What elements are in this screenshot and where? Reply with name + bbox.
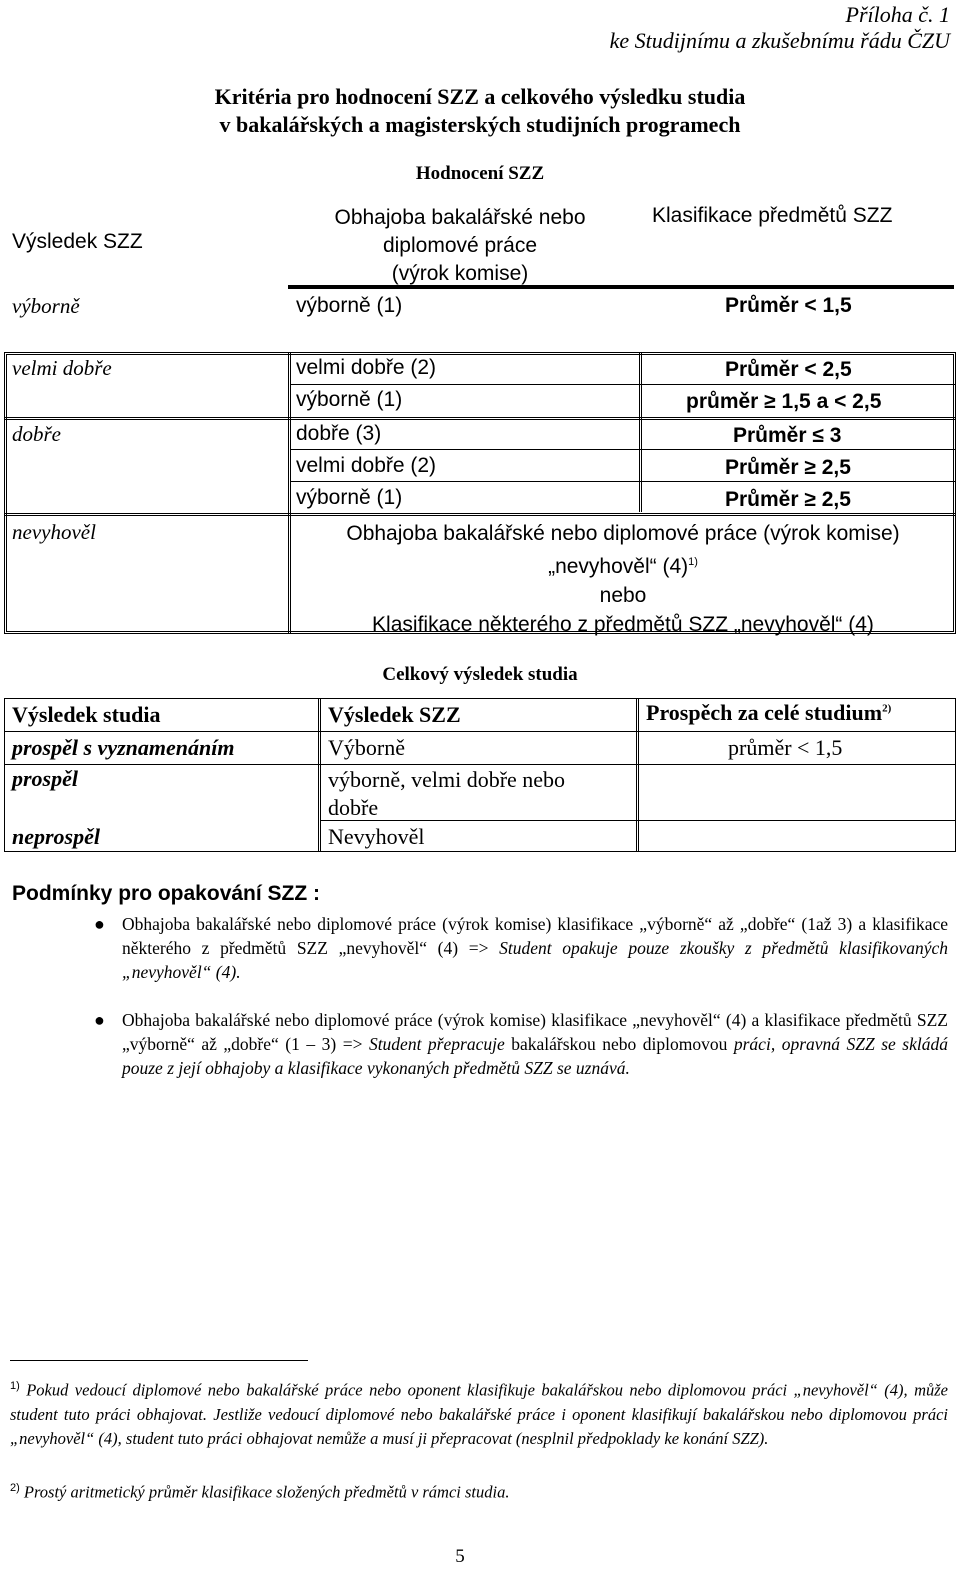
- szz-table-caption: Hodnocení SZZ: [415, 163, 545, 184]
- col-header-defense-line2: diplomové práce: [382, 234, 538, 257]
- study-row-szz: Nevyhověl: [328, 824, 425, 849]
- page-title: Kritéria pro hodnocení SZZ a celkového výsledku studia: [214, 84, 746, 109]
- row-divider: [290, 384, 956, 385]
- page-subtitle: v bakalářských a magisterských studijních programech: [219, 112, 741, 137]
- col-header-study: Výsledek studia: [12, 702, 161, 727]
- row-result-very-good: velmi dobře: [12, 356, 112, 380]
- row-defense: výborně (1): [296, 486, 403, 509]
- row-subjects: průměr ≥ 1,5 a < 2,5: [686, 390, 882, 413]
- col-header-subjects: Klasifikace předmětů SZZ: [652, 204, 893, 227]
- footnote-2: $^{2)}$ Prostý aritmetický průměr klasifikace složených předmětů v rámci studia.: [10, 1482, 510, 1502]
- fail-condition-line4: Klasifikace některého z předmětů SZZ „nevyhověl“ (4): [372, 613, 874, 636]
- condition-item: ● Obhajoba bakalářské nebo diplomové práce (výrok komise) klasifikace „výborně“ až „dobře“ (1až 3) a klasifikace některého z předmětů SZZ „nevyhověl“ (4) => Student opakuje pouze zkoušky z předmětů klasifikovaných „nevyhověl“ (4).: [94, 914, 948, 982]
- study-row-pass: prospěl: [12, 766, 78, 791]
- fail-condition-line1: Obhajoba bakalářské nebo diplomové práce (výrok komise): [346, 522, 900, 545]
- row-subjects: Průměr < 2,5: [725, 358, 852, 381]
- row-divider: [290, 481, 956, 482]
- col-header-defense-line1: Obhajoba bakalářské nebo: [334, 206, 586, 229]
- study-row-fail: neprospěl: [12, 824, 100, 849]
- page-number: 5: [455, 1546, 465, 1567]
- col-header-result: Výsledek SZZ: [12, 230, 143, 253]
- row-defense: velmi dobře (2): [296, 454, 437, 477]
- annex-label: Příloha č. 1: [845, 2, 950, 27]
- footnote-1: $^{1)}$ Pokud vedoucí diplomové nebo bakalářské práce nebo oponent klasifikuje bakalářskou nebo diplomovou práci „nevyhověl“ (4), může student tuto práci obhajovat. Jestliže vedoucí diplomové nebo bakalářské práce i oponent klasifikují bakalářskou nebo diplomovou práci „nevyhověl“ (4), student tuto práci obhajovat nemůže a musí ji přepracovat (nesplnil předpoklady ke konání SZZ).: [10, 1380, 948, 1448]
- footnote-separator: [10, 1360, 308, 1361]
- grades-table-divider: [288, 352, 291, 634]
- bullet-icon: ●: [94, 914, 105, 934]
- fail-condition-line3: nebo: [599, 584, 647, 607]
- row-subjects: Průměr ≥ 2,5: [725, 488, 851, 511]
- grades-table-divider2: [639, 352, 642, 512]
- row-result-fail: nevyhověl: [12, 520, 96, 544]
- row-defense: výborně (1): [296, 388, 403, 411]
- footnote-ref: 2): [882, 702, 892, 715]
- col-header-grades: Prospěch za celé studium$^{2)}$: [646, 700, 892, 725]
- row-subjects: Průměr ≤ 3: [733, 424, 842, 447]
- study-table-caption: Celkový výsledek studia: [382, 664, 578, 685]
- condition-item: ● Obhajoba bakalářské nebo diplomové práce (výrok komise) klasifikace „nevyhověl“ (4) a klasifikace předmětů SZZ „výborně“ až „dobře“ (1 – 3) => Student přepracuje bakalářskou nebo diplomovou práci, opravná SZZ se skládá pouze z její obhajoby a klasifikace vykonaných předmětů SZZ se uznává.: [94, 1010, 948, 1078]
- row-subjects: Průměr < 1,5: [725, 294, 852, 317]
- conditions-heading: Podmínky pro opakování SZZ :: [12, 882, 321, 905]
- bullet-icon: ●: [94, 1010, 105, 1030]
- study-row-divider: [4, 764, 956, 765]
- col-header-defense: [290, 204, 630, 288]
- row-defense: výborně (1): [296, 294, 403, 317]
- row-defense: dobře (3): [296, 422, 382, 445]
- conditions-list: [94, 912, 948, 1080]
- regulation-reference: ke Studijnímu a zkušebnímu řádu ČZU: [609, 28, 950, 53]
- row-result-excellent: výborně: [12, 294, 80, 318]
- fail-condition-line2: „nevyhověl“ $(4)^{1)}$: [548, 555, 698, 578]
- col-header-defense-line3: (výrok komise): [391, 262, 529, 285]
- header-separator: [288, 285, 954, 289]
- study-row-szz: výborně, velmi dobře nebo dobře: [328, 767, 566, 820]
- row-divider: [4, 513, 956, 516]
- footnote-ref: 1): [688, 556, 698, 568]
- row-divider: [290, 449, 956, 450]
- fail-condition: [292, 519, 954, 639]
- col-header-szz: Výsledek SZZ: [328, 702, 461, 727]
- study-row-szz: Výborně: [328, 735, 405, 760]
- row-result-good: dobře: [12, 422, 61, 446]
- study-row-grades: průměr < 1,5: [728, 735, 843, 760]
- row-divider: [4, 417, 956, 420]
- row-defense: velmi dobře (2): [296, 356, 437, 379]
- row-subjects: Průměr ≥ 2,5: [725, 456, 851, 479]
- study-row-honours: prospěl s vyznamenáním: [12, 735, 235, 760]
